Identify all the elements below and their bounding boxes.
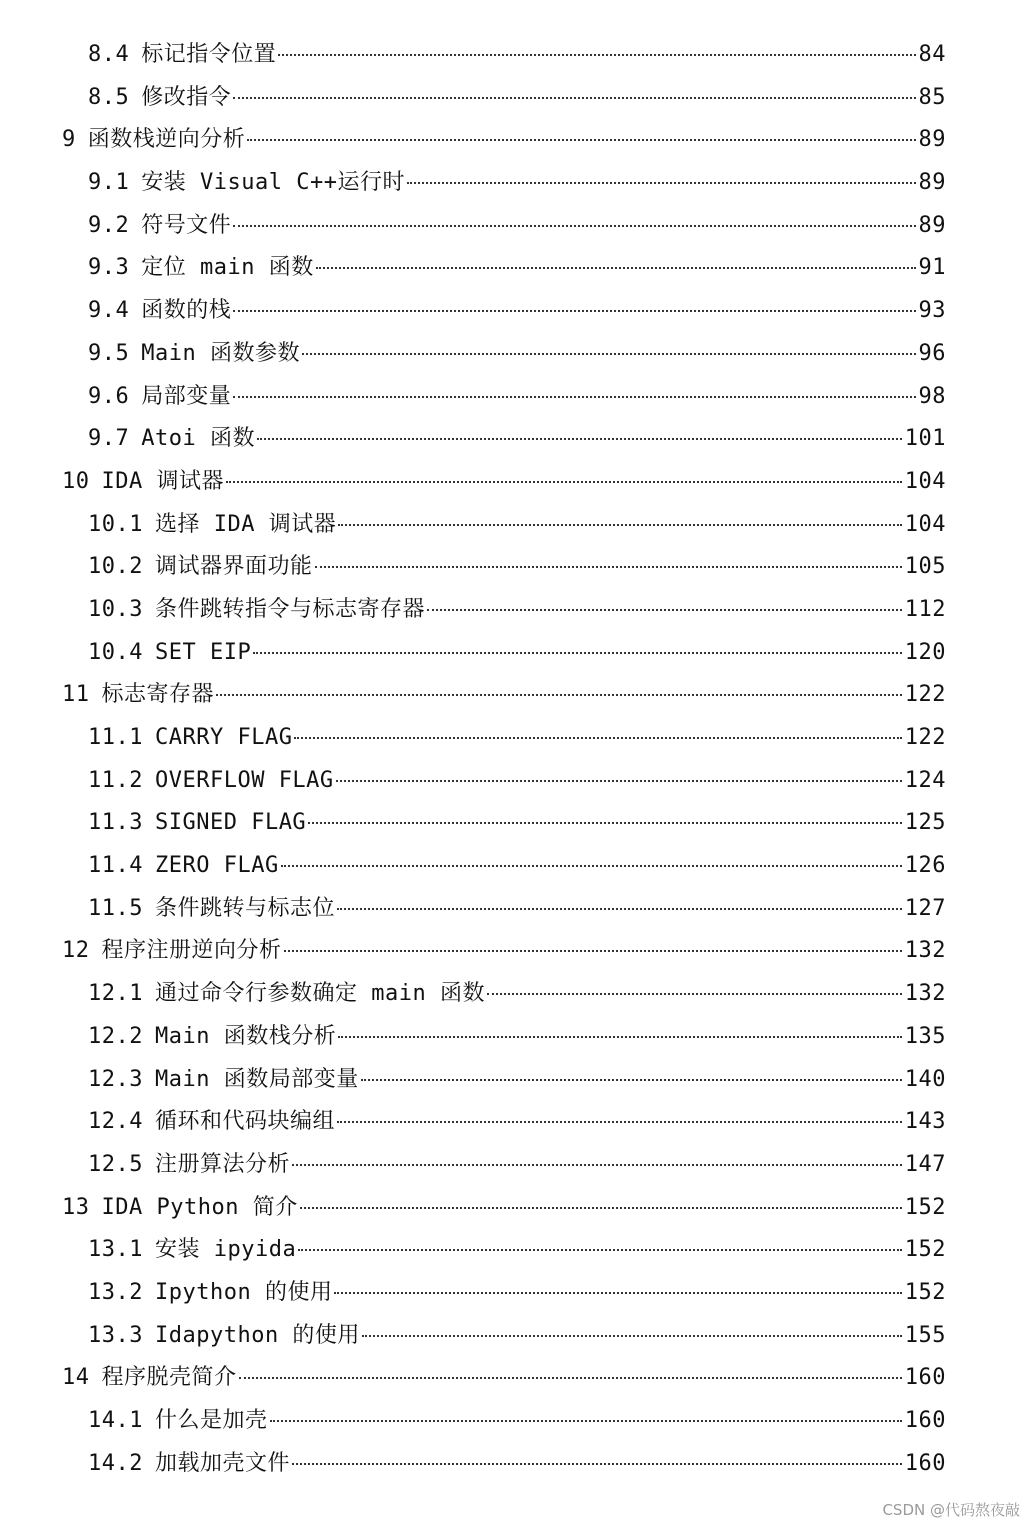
toc-page-number: 101 <box>904 426 946 452</box>
toc-section-row[interactable] <box>0 162 1034 205</box>
toc-chapter-row[interactable] <box>0 461 1034 504</box>
toc-entry-number: 9.5 <box>88 340 130 366</box>
toc-section-row[interactable] <box>0 717 1034 760</box>
toc-entry-title: 条件跳转指令与标志寄存器 <box>154 596 425 622</box>
dot-leader <box>233 96 915 99</box>
dot-leader <box>270 1419 902 1422</box>
toc-section-row[interactable] <box>0 973 1034 1016</box>
dot-leader <box>216 693 902 696</box>
toc-section-row[interactable] <box>0 1272 1034 1315</box>
toc-entry-number: 9.2 <box>88 212 130 238</box>
toc-entry-number: 10.3 <box>88 596 143 622</box>
dot-leader <box>226 480 902 483</box>
toc-entry-number: 9.6 <box>88 383 130 409</box>
toc-page-number: 132 <box>904 981 946 1007</box>
dot-leader <box>338 1035 902 1038</box>
toc-entry-number: 14.1 <box>88 1408 143 1433</box>
dot-leader <box>427 608 902 611</box>
toc-page-number: 105 <box>904 554 946 580</box>
dot-leader <box>336 779 902 782</box>
toc-page-number: 125 <box>904 810 946 836</box>
dot-leader <box>298 1248 902 1251</box>
toc-entry-number: 13 <box>62 1194 90 1220</box>
toc-page-number: 160 <box>904 1365 946 1391</box>
toc-entry-number: 13.3 <box>88 1322 143 1348</box>
toc-entry-number: 10.2 <box>88 554 143 580</box>
toc-entry-number: 14 <box>62 1365 90 1391</box>
dot-leader <box>281 864 902 867</box>
toc-entry-title: 函数的栈 <box>141 298 232 324</box>
toc-entry-number: 10.1 <box>88 511 143 537</box>
toc-page-number: 152 <box>904 1279 946 1305</box>
toc-section-row[interactable] <box>0 1400 1034 1443</box>
toc-entry-number: 11.5 <box>88 895 143 921</box>
toc-page-number: 132 <box>904 938 946 964</box>
toc-entry-number: 9.3 <box>88 255 130 281</box>
toc-section-row[interactable] <box>0 34 1034 77</box>
toc-section-row[interactable] <box>0 1144 1034 1187</box>
toc-page-number: 155 <box>904 1322 946 1348</box>
toc-entry-number: 9.4 <box>88 298 130 324</box>
toc-page-number: 104 <box>904 468 946 494</box>
toc-page-number: 93 <box>918 298 946 324</box>
toc-page-number: 127 <box>904 895 946 921</box>
toc-entry-title: 函数栈逆向分析 <box>87 127 246 153</box>
toc-section-row[interactable] <box>0 247 1034 290</box>
toc-section-row[interactable] <box>0 888 1034 931</box>
toc-page-number: 122 <box>904 682 946 708</box>
dot-leader <box>334 1291 901 1294</box>
toc-page-number: 84 <box>918 42 946 67</box>
toc-entry-title: OVERFLOW FLAG <box>154 767 334 793</box>
toc-entry-number: 9.7 <box>88 426 130 452</box>
toc-page-number: 124 <box>904 767 946 793</box>
dot-leader <box>292 1163 902 1166</box>
toc-entry-title: SIGNED FLAG <box>154 810 307 836</box>
toc-entry-title: 局部变量 <box>141 383 232 409</box>
toc-entry-title: 循环和代码块编组 <box>154 1109 335 1135</box>
toc-entry-number: 10 <box>62 468 90 494</box>
dot-leader <box>257 437 902 440</box>
toc-entry-title: SET EIP <box>154 639 252 665</box>
toc-chapter-row[interactable] <box>0 1187 1034 1230</box>
toc-page-number: 98 <box>918 383 946 409</box>
toc-section-row[interactable] <box>0 1229 1034 1272</box>
dot-leader <box>233 395 915 398</box>
dot-leader <box>239 1376 902 1379</box>
toc-section-row[interactable] <box>0 504 1034 547</box>
dot-leader <box>278 53 915 56</box>
dot-leader <box>487 992 902 995</box>
toc-entry-title: Main 函数局部变量 <box>154 1066 359 1092</box>
toc-entry-number: 13.2 <box>88 1279 143 1305</box>
toc-entry-number: 12.3 <box>88 1066 143 1092</box>
toc-page-number: 147 <box>904 1151 946 1177</box>
toc-entry-title: Main 函数参数 <box>141 340 300 366</box>
toc-section-row[interactable] <box>0 333 1034 376</box>
dot-leader <box>284 949 902 952</box>
toc-section-row[interactable] <box>0 1443 1034 1486</box>
toc-entry-number: 11 <box>62 682 90 708</box>
toc-chapter-row[interactable] <box>0 674 1034 717</box>
dot-leader <box>292 1462 902 1465</box>
toc-section-row[interactable] <box>0 845 1034 888</box>
toc-entry-title: 标记指令位置 <box>141 42 277 67</box>
toc-entry-title: IDA 调试器 <box>101 468 224 494</box>
toc-entry-title: ZERO FLAG <box>154 853 279 879</box>
toc-entry-number: 13.1 <box>88 1237 143 1263</box>
toc-chapter-row[interactable] <box>0 1357 1034 1400</box>
toc-section-row[interactable] <box>0 546 1034 589</box>
toc-entry-title: 选择 IDA 调试器 <box>154 511 337 537</box>
dot-leader <box>308 821 902 824</box>
toc-entry-number: 12.4 <box>88 1109 143 1135</box>
toc-entry-number: 12.1 <box>88 981 143 1007</box>
toc-entry-title: 标志寄存器 <box>101 682 215 708</box>
toc-entry-title: Main 函数栈分析 <box>154 1023 337 1049</box>
toc-entry-number: 14.2 <box>88 1450 143 1476</box>
dot-leader <box>233 309 915 312</box>
toc-entry-number: 9 <box>62 127 76 153</box>
toc-entry-number: 11.4 <box>88 853 143 879</box>
toc-entry-number: 8.5 <box>88 84 130 110</box>
toc-section-row[interactable] <box>0 1059 1034 1102</box>
dot-leader <box>338 523 902 526</box>
toc-page-number: 143 <box>904 1109 946 1135</box>
dot-leader <box>233 224 915 227</box>
toc-entry-title: 加载加壳文件 <box>154 1450 290 1476</box>
toc-section-row[interactable] <box>0 1101 1034 1144</box>
toc-entry-number: 11.1 <box>88 725 143 750</box>
toc-entry-title: 修改指令 <box>141 84 232 110</box>
dot-leader <box>253 651 902 654</box>
toc-page-number: 135 <box>904 1023 946 1049</box>
toc-section-row[interactable] <box>0 205 1034 248</box>
toc-page-number: 89 <box>918 212 946 238</box>
dot-leader <box>361 1078 902 1081</box>
toc-entry-title: 通过命令行参数确定 main 函数 <box>154 981 485 1007</box>
toc-page-number: 126 <box>904 853 946 879</box>
toc-page-number: 104 <box>904 511 946 537</box>
dot-leader <box>300 1206 902 1209</box>
toc-entry-title: 什么是加壳 <box>154 1408 268 1433</box>
toc-entry-title: 定位 main 函数 <box>141 255 314 281</box>
toc-chapter-row[interactable] <box>0 119 1034 162</box>
toc-entry-title: 符号文件 <box>141 212 232 238</box>
toc-entry-title: Idapython 的使用 <box>154 1322 360 1348</box>
toc-page-number: 91 <box>918 255 946 281</box>
dot-leader <box>337 1120 902 1123</box>
toc-entry-title: Ipython 的使用 <box>154 1279 333 1305</box>
toc-entry-title: CARRY FLAG <box>154 725 293 750</box>
dot-leader <box>316 266 916 269</box>
toc-entry-number: 8.4 <box>88 42 130 67</box>
toc-page-number: 160 <box>904 1450 946 1476</box>
toc-entry-number: 12 <box>62 938 90 964</box>
toc-section-row[interactable] <box>0 376 1034 419</box>
toc-page-number: 160 <box>904 1408 946 1433</box>
dot-leader <box>247 138 915 141</box>
toc-entry-title: 程序脱壳简介 <box>101 1365 237 1391</box>
toc-section-row[interactable] <box>0 1016 1034 1059</box>
dot-leader <box>407 181 916 184</box>
dot-leader <box>294 736 901 739</box>
toc-page-number: 112 <box>904 596 946 622</box>
dot-leader <box>337 907 902 910</box>
toc-page-number: 85 <box>918 84 946 110</box>
toc-section-row[interactable] <box>0 589 1034 632</box>
dot-leader <box>362 1334 902 1337</box>
toc-page-number: 152 <box>904 1237 946 1263</box>
toc-page-number: 122 <box>904 725 946 750</box>
toc-section-row[interactable] <box>0 418 1034 461</box>
toc-entry-title: 调试器界面功能 <box>154 554 313 580</box>
toc-page-number: 152 <box>904 1194 946 1220</box>
toc-section-row[interactable] <box>0 802 1034 845</box>
toc-section-row[interactable] <box>0 1315 1034 1358</box>
toc-section-row[interactable] <box>0 632 1034 675</box>
toc-entry-title: 安装 ipyida <box>154 1237 297 1263</box>
toc-entry-number: 12.5 <box>88 1151 143 1177</box>
toc-entry-number: 9.1 <box>88 170 130 196</box>
table-of-contents <box>0 34 1034 1485</box>
toc-chapter-row[interactable] <box>0 930 1034 973</box>
toc-section-row[interactable] <box>0 760 1034 803</box>
dot-leader <box>302 352 916 355</box>
toc-page-number: 120 <box>904 639 946 665</box>
toc-entry-number: 12.2 <box>88 1023 143 1049</box>
toc-entry-number: 11.2 <box>88 767 143 793</box>
toc-entry-title: 程序注册逆向分析 <box>101 938 282 964</box>
toc-entry-number: 11.3 <box>88 810 143 836</box>
toc-section-row[interactable] <box>0 77 1034 120</box>
dot-leader <box>315 565 902 568</box>
toc-page-number: 96 <box>918 340 946 366</box>
toc-page-number: 89 <box>918 170 946 196</box>
toc-entry-title: Atoi 函数 <box>141 426 255 452</box>
toc-page-number: 89 <box>918 127 946 153</box>
toc-entry-title: 注册算法分析 <box>154 1151 290 1177</box>
toc-entry-title: 安装 Visual C++运行时 <box>141 170 405 196</box>
toc-entry-title: IDA Python 简介 <box>101 1194 298 1220</box>
toc-page-number: 140 <box>904 1066 946 1092</box>
toc-entry-number: 10.4 <box>88 639 143 665</box>
watermark: CSDN @代码熬夜敲 <box>882 1501 1020 1519</box>
toc-section-row[interactable] <box>0 290 1034 333</box>
toc-entry-title: 条件跳转与标志位 <box>154 895 335 921</box>
